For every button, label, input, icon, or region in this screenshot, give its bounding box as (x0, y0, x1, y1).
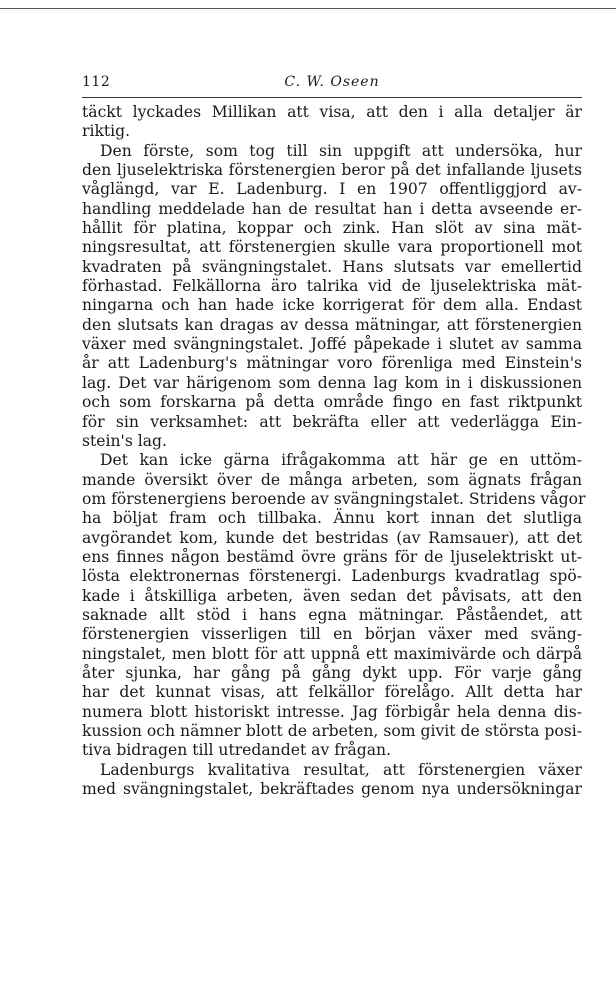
text-line: kade i åtskilliga arbeten, även sedan det påvisats, att den (82, 586, 582, 605)
text-line: ens finnes någon bestämd övre gräns för de ljuselektriskt ut- (82, 547, 582, 566)
running-head: C. W. Oseen (284, 74, 380, 90)
text-line: riktig. (82, 122, 131, 141)
text-line: våglängd, var E. Ladenburg. I en 1907 offentliggjord av- (82, 180, 582, 199)
text-line: handling meddelade han de resultat han i detta avseende er- (82, 199, 582, 218)
text-line: har det kunnat visas, att felkällor förelågo. Allt detta har (82, 683, 582, 702)
text-line: den ljuselektriska förstenergien beror på det infallande ljusets (82, 161, 582, 180)
text-line: om förstenergiens beroende av svängningstalet. Stridens vågor (82, 489, 586, 508)
text-line: förstenergien visserligen till en början växer med sväng- (82, 625, 582, 644)
text-line: Den förste, som tog till sin uppgift att undersöka, hur (100, 141, 582, 160)
text-line: täckt lyckades Millikan att visa, att den i alla detaljer är (82, 103, 582, 121)
text-line: ningarna och han hade icke korrigerat för dem alla. Endast (82, 296, 582, 315)
text-line: mande översikt över de många arbeten, som ägnats frågan (82, 470, 582, 489)
page-number: 112 (82, 74, 111, 90)
text-line: lag. Det var härigenom som denna lag kom in i diskussionen (82, 373, 582, 392)
header-rule (82, 97, 582, 98)
body-text (82, 103, 586, 799)
text-line: ningstalet, men blott för att uppnå ett maximivärde och därpå (82, 644, 582, 663)
page-header (82, 74, 582, 98)
text-line: avgörandet kom, kunde det bestridas (av Ramsauer), att det (82, 528, 582, 547)
text-line: växer med svängningstalet. Joffé påpekade i slutet av samma (82, 335, 582, 354)
page-top-edge-rule (0, 8, 616, 9)
text-line: år att Ladenburg's mätningar voro förenliga med Einstein's (82, 354, 582, 373)
text-line: kussion och nämner blott de arbeten, som givit de största posi- (82, 722, 582, 740)
text-line: förhastad. Felkällorna äro talrika vid de ljuselektriska mät- (82, 277, 582, 296)
text-line: ha böljat fram och tillbaka. Ännu kort innan det slutliga (82, 509, 582, 528)
text-line: hållit för platina, koppar och zink. Han slöt av sina mät- (82, 219, 582, 238)
text-line: för sin verksamhet: att bekräfta eller att vederlägga Ein- (82, 412, 582, 431)
text-line: lösta elektronernas förstenergi. Ladenburgs kvadratlag spö- (82, 567, 582, 586)
text-line: åter sjunka, har gång på gång dykt upp. För varje gång (82, 663, 582, 682)
text-line: och som forskarna på detta område fingo en fast riktpunkt (82, 393, 582, 412)
text-line: kvadraten på svängningstalet. Hans slutsats var emellertid (82, 257, 582, 276)
text-line: tiva bidragen till utredandet av frågan. (82, 741, 392, 760)
text-line: Det kan icke gärna ifrågakomma att här ge en uttöm- (100, 451, 582, 470)
text-line: med svängningstalet, bekräftades genom nya undersökningar (82, 780, 582, 799)
text-line: den slutsats kan dragas av dessa mätningar, att förstenergien (82, 315, 582, 334)
text-line: numera blott historiskt intresse. Jag förbigår hela denna dis- (82, 702, 582, 721)
text-line: ningsresultat, att förstenergien skulle vara proportionell mot (82, 238, 582, 257)
text-line: stein's lag. (82, 431, 167, 450)
text-line: saknade allt stöd i hans egna mätningar. Påståendet, att (82, 605, 582, 624)
text-line: Ladenburgs kvalitativa resultat, att förstenergien växer (100, 760, 582, 779)
